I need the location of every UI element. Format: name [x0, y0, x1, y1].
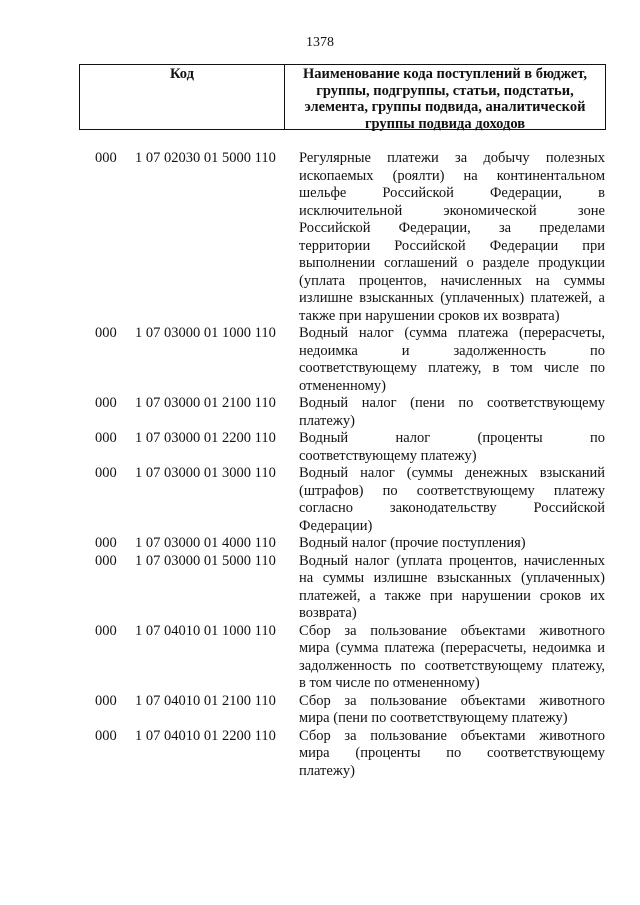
income-name-line: (уплата процентов, начисленных на суммы [299, 272, 605, 289]
income-code: 1 07 03000 01 2200 110 [135, 430, 276, 446]
admin-code: 000 [95, 552, 117, 569]
income-name-line: исключительной экономической зоне [299, 202, 605, 219]
income-name [299, 553, 605, 623]
table-row [95, 325, 605, 395]
income-name-line: задолженность по соответствующему платежу, [299, 657, 605, 674]
income-name-line: шельфе Российской Федерации, в [299, 185, 605, 201]
income-name-line: Водный налог (сумма платежа (перерасчеты, [299, 325, 605, 341]
table-row [95, 430, 605, 465]
income-code: 1 07 04010 01 2200 110 [135, 727, 276, 744]
admin-code: 000 [95, 622, 117, 639]
income-name-line: возврата) [299, 605, 357, 621]
header-divider [284, 65, 285, 129]
table-row [95, 150, 605, 325]
income-name [299, 693, 605, 728]
income-name-line: Водный налог (суммы денежных взысканий [299, 465, 605, 481]
page-number: 1378 [306, 35, 334, 50]
admin-code: 000 [95, 535, 117, 551]
income-name-line: мира (пени по соответствующему платежу) [299, 710, 568, 726]
income-name-line: выполнении соглашений о разделе продукции [299, 255, 605, 271]
table-row [95, 693, 605, 728]
admin-code: 000 [95, 430, 117, 446]
table-row [95, 395, 605, 430]
income-name-line: платежу) [299, 762, 355, 779]
income-code: 1 07 04010 01 2100 110 [135, 692, 276, 709]
income-name-line: платежу) [299, 412, 355, 429]
table-row [95, 465, 605, 535]
income-name [299, 535, 605, 553]
table-row [95, 623, 605, 693]
admin-code: 000 [95, 465, 117, 481]
income-name [299, 395, 605, 430]
income-name-line: излишне взысканных (уплаченных) платежей, а [299, 290, 605, 306]
income-code: 1 07 03000 01 5000 110 [135, 552, 276, 569]
table-row [95, 535, 605, 553]
admin-code: 000 [95, 692, 117, 709]
income-name-line: платежей, а также при нарушении сроков их [299, 587, 605, 604]
admin-code: 000 [95, 395, 117, 411]
income-code-list [95, 150, 605, 780]
table-row [95, 728, 605, 781]
admin-code: 000 [95, 325, 117, 341]
income-name-line: Регулярные платежи за добычу полезных [299, 150, 605, 166]
income-name [299, 623, 605, 693]
income-code: 1 07 02030 01 5000 110 [135, 150, 276, 166]
income-name-line: Федерации) [299, 517, 373, 534]
income-code: 1 07 03000 01 4000 110 [135, 535, 276, 551]
income-name-line: Российской Федерации, за пределами [299, 220, 605, 236]
header-name-label: Наименование кода поступлений в бюджет, группы, подгруппы, статьи, подстатьи, элемента, группы подвида, аналитической группы подвида доходов [302, 66, 588, 132]
income-name-line: Водный налог (пени по соответствующему [299, 395, 605, 411]
income-name-line: также при нарушении сроков их возврата) [299, 307, 560, 324]
income-name [299, 728, 605, 781]
income-name-line: мира (проценты по соответствующему [299, 745, 605, 761]
income-name-line: отмененному) [299, 377, 386, 394]
income-code: 1 07 03000 01 1000 110 [135, 325, 276, 341]
income-name [299, 430, 605, 465]
income-name-line: в том числе по отмененному) [299, 675, 480, 691]
header-code-label: Код [170, 66, 194, 82]
income-name-line: соответствующему платежу, в том числе по [299, 360, 605, 376]
income-name-line: согласно законодательству Российской [299, 500, 605, 516]
income-code: 1 07 03000 01 3000 110 [135, 465, 276, 481]
admin-code: 000 [95, 150, 117, 166]
income-code: 1 07 04010 01 1000 110 [135, 622, 276, 639]
income-name [299, 465, 605, 535]
income-name-line: Водный налог (прочие поступления) [299, 535, 526, 551]
table-header [79, 64, 606, 130]
income-name-line: Водный налог (уплата процентов, начисленных [299, 552, 605, 569]
table-row [95, 553, 605, 623]
income-name-line: Сбор за пользование объектами животного [299, 727, 605, 744]
income-code: 1 07 03000 01 2100 110 [135, 395, 276, 411]
income-name [299, 325, 605, 395]
income-name-line: на суммы излишне взысканных (уплаченных) [299, 570, 605, 586]
income-name [299, 150, 605, 325]
income-name-line: ископаемых (роялти) на континентальном [299, 167, 605, 184]
admin-code: 000 [95, 727, 117, 744]
income-name-line: Водный налог (проценты по [299, 430, 605, 446]
income-name-line: недоимка и задолженность по [299, 342, 605, 359]
income-name-line: соответствующему платежу) [299, 447, 477, 464]
income-name-line: (штрафов) по соответствующему платежу [299, 482, 605, 499]
income-name-line: территории Российской Федерации при [299, 237, 605, 254]
income-name-line: мира (сумма платежа (перерасчеты, недоимка и [299, 640, 605, 656]
income-name-line: Сбор за пользование объектами животного [299, 622, 605, 639]
income-name-line: Сбор за пользование объектами животного [299, 692, 605, 709]
